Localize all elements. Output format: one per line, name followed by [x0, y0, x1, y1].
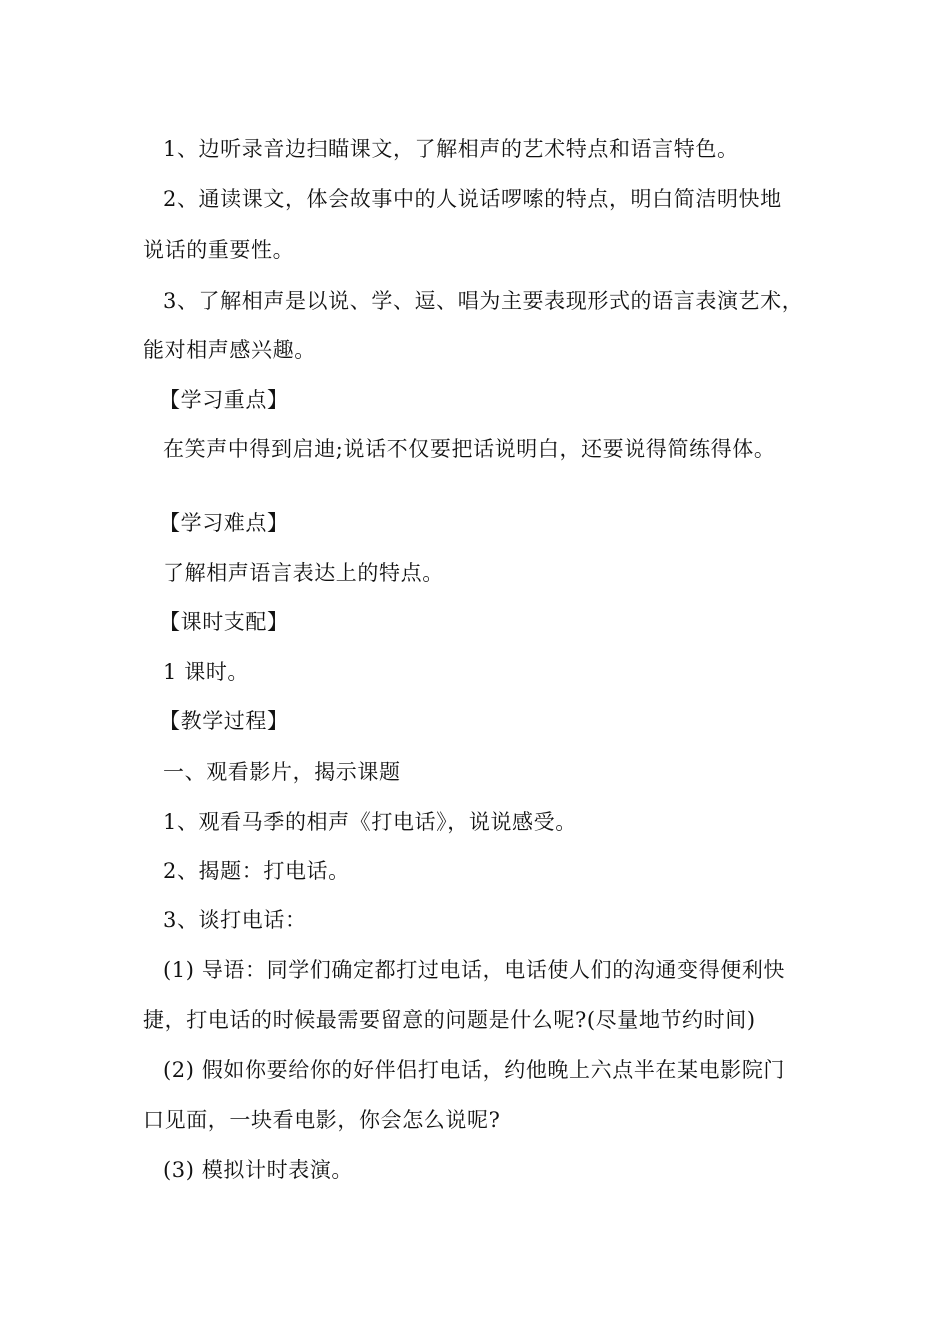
heading-key-points: 【学习重点】 — [159, 388, 289, 412]
heading-process: 【教学过程】 — [159, 709, 289, 733]
heading-schedule: 【课时支配】 — [159, 610, 289, 634]
objective-3-line-1: 3、了解相声是以说、学、逗、唱为主要表现形式的语言表演艺术， — [163, 289, 804, 313]
objective-2-line-1: 2、通读课文，体会故事中的人说话啰嗦的特点，明白简洁明快地 — [163, 187, 782, 211]
process-step-3: 3、谈打电话： — [163, 908, 307, 932]
sub-step-3: (3) 模拟计时表演。 — [163, 1158, 354, 1182]
sub-step-1-line-1: (1) 导语：同学们确定都打过电话，电话使人们的沟通变得便利快 — [163, 958, 786, 982]
difficulties-text: 了解相声语言表达上的特点。 — [163, 561, 444, 585]
objective-1: 1、边听录音边扫瞄课文，了解相声的艺术特点和语言特色。 — [163, 137, 739, 161]
process-section-1: 一、观看影片，揭示课题 — [163, 760, 401, 784]
process-step-1: 1、观看马季的相声《打电话》，说说感受。 — [163, 810, 577, 834]
schedule-text: 1 课时。 — [163, 660, 250, 684]
sub-step-2-line-1: (2) 假如你要给你的好伴侣打电话，约他晚上六点半在某电影院门 — [163, 1058, 786, 1082]
process-step-2: 2、揭题：打电话。 — [163, 859, 350, 883]
sub-step-2-line-2: 口见面，一块看电影，你会怎么说呢? — [143, 1108, 501, 1132]
objective-3-line-2: 能对相声感兴趣。 — [143, 338, 316, 362]
objective-2-line-2: 说话的重要性。 — [143, 238, 295, 262]
sub-step-1-line-2: 捷，打电话的时候最需要留意的问题是什么呢?(尽量地节约时间) — [143, 1008, 756, 1032]
heading-difficulties: 【学习难点】 — [159, 511, 289, 535]
key-points-text: 在笑声中得到启迪;说话不仅要把话说明白，还要说得简练得体。 — [163, 437, 776, 461]
